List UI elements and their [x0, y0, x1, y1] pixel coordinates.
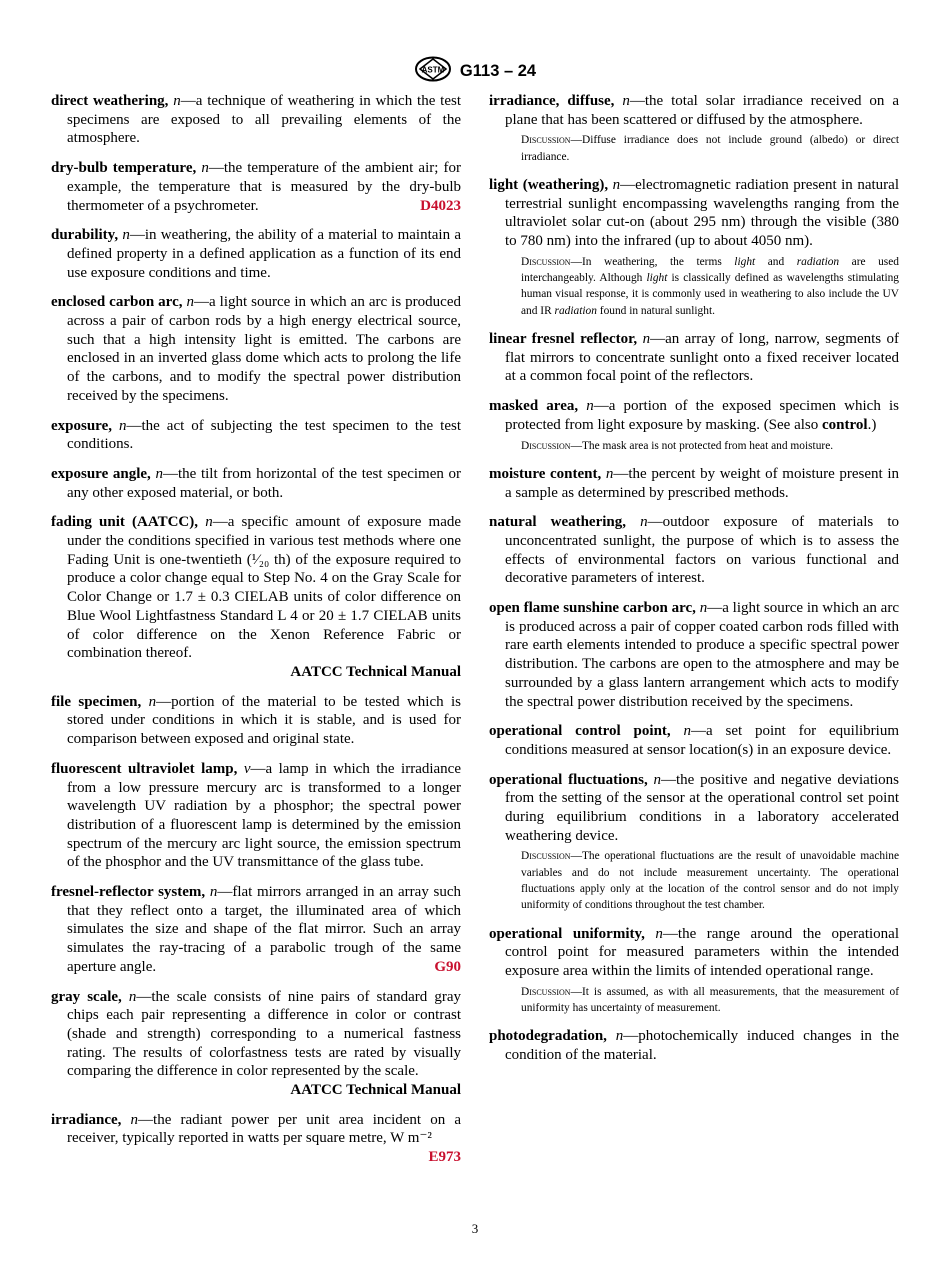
right-column	[489, 92, 899, 1076]
definition-entry	[489, 330, 899, 386]
discussion-label: Discussion	[521, 850, 571, 863]
definition-text: —electromagnetic radiation present in natural terrestrial sunlight encompassing wavelengths ranging from the ultraviolet solar cut-on (about 295 nm) through the visible (380 to 780 nm) into the infrared (up to about 4050 nm).	[505, 177, 899, 250]
part-of-speech: n	[186, 294, 194, 311]
definition-entry	[51, 693, 461, 749]
part-of-speech: n	[612, 177, 621, 193]
definition-text: —flat mirrors arranged in an array such that they reflect onto a target, the illuminated area of which simulates the size and shape of the flat mirror. Such an array simulates the ray-tracing of a parabolic trough of the same aperture angle.	[67, 884, 461, 975]
part-of-speech: n	[605, 465, 614, 482]
term: fading unit (AATCC),	[51, 514, 199, 531]
left-column	[51, 92, 461, 1167]
definition-entry	[489, 92, 899, 165]
definition-text: —the act of subjecting the test specimen to the test conditions.	[67, 417, 461, 453]
term: file specimen,	[51, 693, 142, 710]
part-of-speech: n	[122, 227, 130, 244]
discussion-text: —It is assumed, as with all measurements, that the measurement of uniformity has uncertainty of measurement.	[521, 985, 899, 1015]
part-of-speech: n	[209, 884, 218, 901]
term: irradiance,	[51, 1111, 122, 1128]
part-of-speech: n	[640, 514, 648, 531]
definition-entry	[51, 159, 461, 215]
source-reference: AATCC Technical Manual	[290, 1082, 461, 1099]
definition-text: —a specific amount of exposure made under the conditions specified in various test methods where one Fading Unit is one-twentieth (¹⁄₂₀ th) of the exposure required to produce a color change equal to Step No. 4 on the Gray Scale for Color Change or 1.7 ± 0.3 CIELAB units of color difference on Blue Wool Lightfastness Standard L 4 or 20 ± 1.7 CIELAB units of color difference on the Xenon Reference Fabric or combination thereof.	[67, 514, 462, 662]
part-of-speech: n	[148, 693, 157, 710]
page-number: 3	[471, 1221, 479, 1236]
term: operational fluctuations,	[489, 771, 648, 788]
definition-entry	[51, 417, 461, 454]
definition-text: —the scale consists of nine pairs of standard gray chips each pair representing a difference in color or contrast (shade and strength) corresponding to a numerical fastness rating. The results of colorfastness tests are rated by visually comparing the difference in color represented by the scale.	[67, 988, 462, 1080]
term: light (weathering),	[489, 177, 609, 193]
definition-entry	[489, 722, 899, 759]
term: durability,	[51, 227, 119, 244]
definition-entry	[489, 599, 899, 711]
discussion-text: —Diffuse irradiance does not include ground (albedo) or direct irradiance.	[521, 134, 899, 163]
definition-text: —a set point for equilibrium conditions measured at sensor location(s) in an exposure device.	[505, 723, 899, 758]
discussion-label: Discussion	[521, 439, 571, 452]
term: natural weathering,	[489, 514, 627, 531]
definition-text: —a portion of the exposed specimen which is protected from light exposure by masking. (See also	[505, 398, 899, 433]
definition-text: —an array of long, narrow, segments of flat mirrors to concentrate sunlight onto a fixed receiver located at a common focal point of the reflectors.	[505, 331, 900, 385]
definition-text: —a technique of weathering in which the test specimens are exposed to all prevailing elements of the atmosphere.	[67, 93, 461, 147]
term: direct weathering,	[51, 93, 169, 109]
part-of-speech: n	[622, 93, 630, 109]
part-of-speech: n	[586, 398, 594, 415]
definition-text: —the positive and negative deviations from the setting of the sensor at the operational control set point during equilibrium conditions in a laboratory accelerated weathering device.	[505, 771, 900, 844]
definition-entry	[51, 513, 461, 681]
term: fluorescent ultraviolet lamp,	[51, 760, 238, 777]
term: dry-bulb temperature,	[51, 160, 197, 177]
part-of-speech: n	[155, 465, 163, 482]
definition-entry	[489, 176, 899, 319]
part-of-speech: n	[615, 1028, 624, 1045]
see-also-term: control	[822, 416, 868, 433]
term: enclosed carbon arc,	[51, 294, 183, 311]
astm-logo-icon	[414, 56, 452, 87]
discussion-text: —In weathering, the terms light and radiation are used interchangeably. Although light is classically defined as wavelengths stimulating human visual response, it is commonly used in weathering to also include the UV and IR radiation found in natural sunlight.	[521, 255, 899, 317]
reference-standard: G90	[434, 958, 461, 975]
svg-text:ASTM: ASTM	[421, 65, 445, 75]
part-of-speech: n	[642, 331, 651, 347]
definition-entry	[51, 1111, 462, 1166]
definition-text: —photochemically induced changes in the condition of the material.	[505, 1028, 899, 1064]
discussion-note	[505, 254, 899, 319]
definition-entry	[489, 925, 899, 1017]
reference-standard: D4023	[420, 197, 461, 214]
page-header	[0, 56, 950, 84]
part-of-speech: n	[205, 514, 213, 531]
definition-text: —a light source in which an arc is produced across a pair of carbon rods by a high energy electrical source, such that a high intensity light is emitted. The carbons are enclosed in an inverted glass dome which acts to prolong the life of the carbons, and to modify the spectral power distribution received by the specimens.	[67, 294, 461, 404]
part-of-speech: n	[118, 417, 127, 434]
definition-entry	[489, 1027, 899, 1064]
definition-entry	[51, 465, 461, 502]
discussion-note	[505, 848, 899, 913]
definition-entry	[51, 92, 461, 148]
definition-text: —the percent by weight of moisture present in a sample as determined by prescribed methods.	[505, 465, 899, 501]
definition-entry	[51, 226, 461, 282]
term: linear fresnel reflector,	[489, 331, 638, 347]
standard-designation: G113 – 24	[459, 62, 537, 80]
definition-text: —portion of the material to be tested which is stored under conditions in which it is stable, and is used for comparison between exposed and original state.	[67, 693, 461, 748]
discussion-label: Discussion	[521, 134, 571, 147]
part-of-speech: v	[243, 760, 251, 777]
discussion-note	[505, 132, 899, 165]
part-of-speech: n	[683, 723, 691, 740]
definition-end: .)	[867, 416, 877, 433]
discussion-label: Discussion	[521, 985, 571, 998]
definition-entry	[489, 465, 899, 502]
term: fresnel-reflector system,	[51, 884, 206, 901]
discussion-label: Discussion	[521, 255, 571, 268]
definition-text: —in weathering, the ability of a material to maintain a defined property in a defined application as a function of its end use exposure conditions and time.	[67, 227, 462, 281]
term: masked area,	[489, 398, 579, 415]
term: photodegradation,	[489, 1028, 607, 1045]
part-of-speech: n	[201, 160, 209, 177]
part-of-speech: n	[130, 1111, 139, 1128]
part-of-speech: n	[699, 600, 708, 617]
discussion-text: —The operational fluctuations are the result of unavoidable machine variables and do not include measurement uncertainty. The operational fluctuations apply only at the location of the control sensor and do not imply uniformity of conditions throughout the test chamber.	[521, 850, 899, 912]
definition-text: —a lamp in which the irradiance from a low pressure mercury arc is transformed to a longer wavelength UV radiation by a phosphor; the spectral power distribution of a fluorescent lamp is determined by the emission spectrum of the mercury arc light source, the emission spectrum of the phosphor and the UV transmittance of the glass tube.	[67, 760, 461, 871]
term: open flame sunshine carbon arc,	[489, 600, 696, 617]
term: operational uniformity,	[489, 925, 645, 942]
discussion-note	[505, 438, 899, 454]
definition-text: —the radiant power per unit area incident on a receiver, typically reported in watts per square metre, W m⁻²	[67, 1111, 462, 1147]
part-of-speech: n	[655, 925, 663, 942]
definition-entry	[489, 771, 899, 914]
definition-entry	[489, 513, 899, 588]
definition-entry	[51, 883, 461, 977]
discussion-text: —The mask area is not protected from heat and moisture.	[570, 439, 834, 452]
definition-entry	[51, 988, 461, 1100]
definition-text: —outdoor exposure of materials to unconcentrated sunlight, the purpose of which is to assess the effects of environmental factors on various functional and decorative parameters of interest.	[505, 514, 899, 587]
term: operational control point,	[489, 723, 671, 740]
definition-entry	[51, 293, 461, 405]
definition-text: —a light source in which an arc is produced across a pair of copper coated carbon rods filled with rare earth elements intended to produce a specific spectral power distribution. The carbons are open to the atmosphere and may be surrounded by a glass lantern arrangement which acts to modify the spectral power distribution received by the specimens.	[505, 600, 899, 710]
term: gray scale,	[51, 988, 122, 1005]
part-of-speech: n	[173, 93, 181, 109]
definition-text: —the temperature of the ambient air; for example, the temperature that is measured by the dry-bulb thermometer of a psychrometer.	[67, 160, 461, 214]
definition-text: —the tilt from horizontal of the test specimen or any other exposed material, or both.	[67, 465, 462, 501]
part-of-speech: n	[653, 771, 661, 788]
source-reference: AATCC Technical Manual	[290, 663, 461, 680]
definition-entry	[51, 760, 461, 872]
discussion-note	[505, 984, 899, 1017]
term: exposure angle,	[51, 465, 151, 482]
definition-text: —the range around the operational control point for measured parameters within the intended exposure area within the limits of intended operational range.	[505, 925, 899, 980]
definition-entry	[489, 397, 899, 454]
part-of-speech: n	[128, 988, 137, 1005]
reference-standard: E973	[428, 1149, 461, 1166]
term: exposure,	[51, 417, 112, 434]
definition-text: —the total solar irradiance received on a plane that has been scattered or diffused by the atmosphere.	[505, 93, 899, 128]
term: moisture content,	[489, 465, 602, 482]
term: irradiance, diffuse,	[489, 93, 615, 109]
